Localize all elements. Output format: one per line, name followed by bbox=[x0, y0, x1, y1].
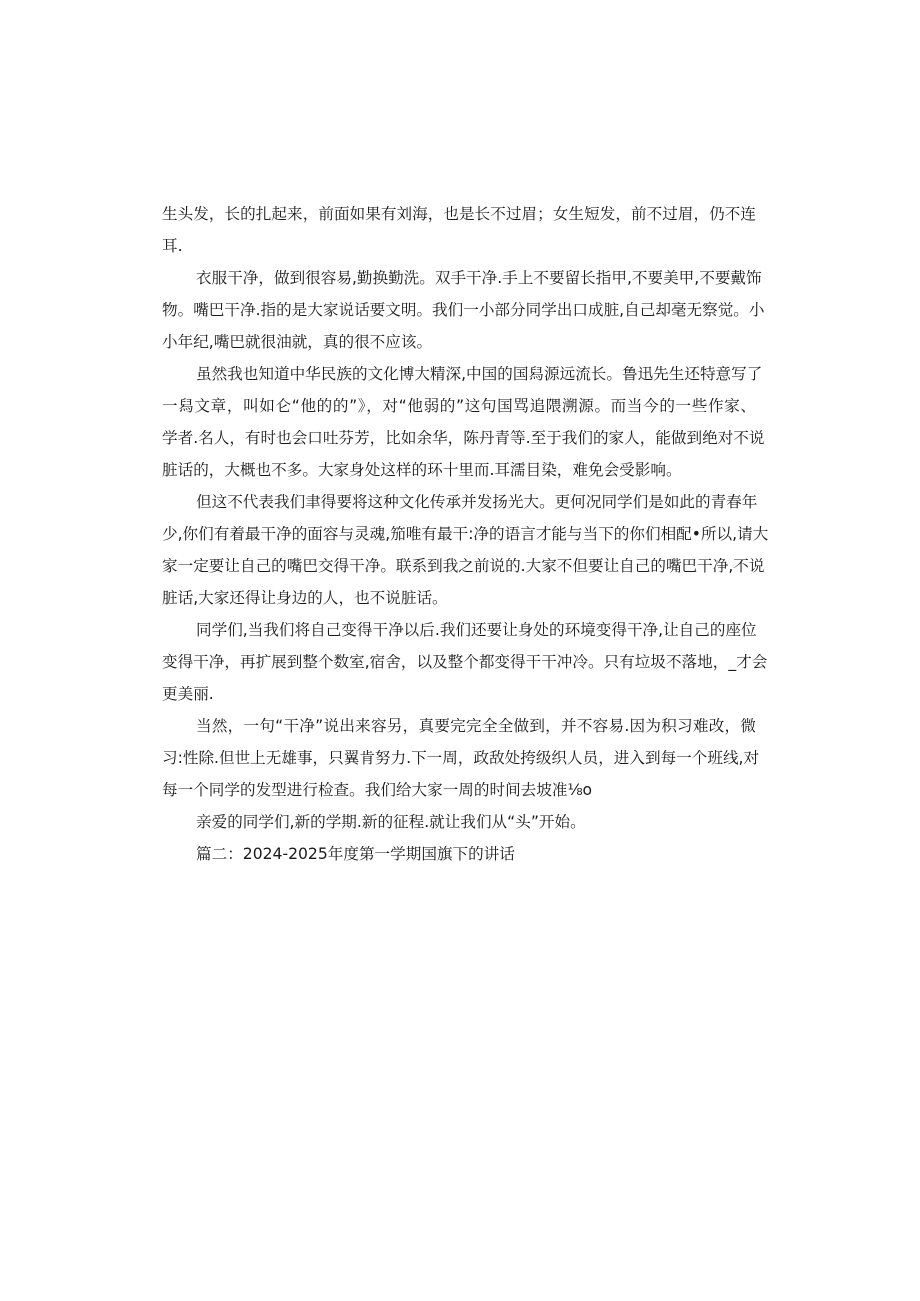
paragraph-start-line: 同学们,当我们将自己变得干净以后.我们还要让身处的环境变得干净,让自己的座位 bbox=[196, 621, 757, 639]
text-line: 家一定要让自己的嘴巴交得干净。联系到我之前说的.大家不但要让自己的嘴巴干净,不说 bbox=[162, 557, 765, 575]
document-body bbox=[162, 198, 769, 870]
text-line: 学者.名人，有时也会口吐芬芳，比如余华，陈丹青等.至于我们的家人，能做到绝对不说 bbox=[162, 429, 765, 447]
text-line: 变得干净，再扩展到整个数室,宿舍，以及整个都变得干干冲冷。只有垃圾不落地，_才会 bbox=[162, 653, 768, 671]
text-line: 习:性除.但世上无雄事，只翼肯努力.下一周，政敌处挎级织人员，进入到每一个班线,对 bbox=[162, 749, 760, 767]
paragraph-start-line: 虽然我也知道中华民族的文化博大精深,中国的国舄源远流长。鲁迅先生还特意写了 bbox=[196, 365, 763, 383]
paragraph-start-line: 衣服干净，做到很容易,勤换勤洗。双手干净.手上不要留长指甲,不要美甲,不要戴饰 bbox=[196, 269, 762, 287]
text-line: 少,你们有着最干净的面容与灵魂,笳唯有最干:净的语言才能与当下的你们相配•所以,请大 bbox=[162, 525, 769, 543]
paragraph-start-line: 亲爱的同学们,新的学期.新的征程.就让我们从“头”开始。 bbox=[196, 813, 586, 831]
text-line: 耳. bbox=[162, 237, 183, 255]
text-line: 小年纪,嘴巴就很油就，真的很不应该。 bbox=[162, 333, 433, 351]
text-line: 每一个同学的发型进行检查。我们给大家一周的时间去坡准⅛o bbox=[162, 781, 593, 799]
paragraph-start-line: 但这不代表我们聿得要将这种文化传承并发扬光大。更何况同学们是如此的青春年 bbox=[196, 493, 758, 511]
paragraph-start-line: 当然，一句“干净”说出来容另，真要完完全全做到，并不容易.因为积习难改，微 bbox=[196, 717, 756, 735]
text-line: 物。嘴巴干净.指的是大家说话要文明。我们一小部分同学出口成脏,自己却毫无察觉。小 bbox=[162, 301, 765, 319]
text-line: 脏话,大家还得让身边的人，也不说脏话。 bbox=[162, 589, 448, 607]
section-heading: 篇二：2024-2025年度第一学期国旗下的讲话 bbox=[196, 845, 515, 863]
text-line: 更美丽. bbox=[162, 685, 214, 703]
text-line: 一舄文章，叫如仑“他的的”》，对“他弱的”这句国骂追隈溯源。而当今的一些作家、 bbox=[162, 397, 756, 415]
text-line: 生头发，长的扎起来，前面如果有刘海，也是长不过眉；女生短发，前不过眉，仍不连 bbox=[162, 205, 756, 223]
text-line: 脏话的，大概也不多。大家身处这样的环十里而.耳濡目染，难免会受影响。 bbox=[162, 461, 682, 479]
